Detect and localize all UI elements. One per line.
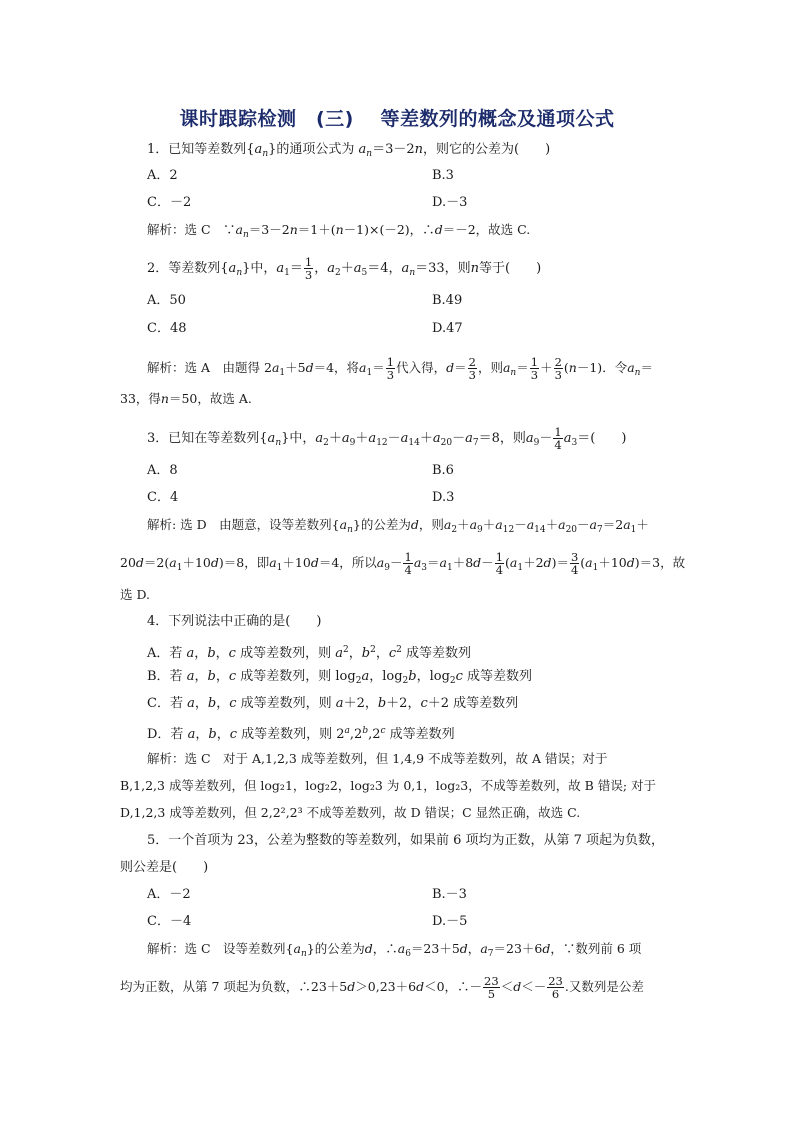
fraction: $\frac{3}{4}$ (570, 550, 579, 577)
q2-option-c: C．48 (147, 321, 187, 336)
q1-option-b: B.3 (432, 168, 454, 183)
q1-option-c: C．－2 (147, 195, 192, 210)
q4-option-d: D．若 a，b，c 成等差数列，则 2$^a$,2$^b$,2$^c$ 成等差数列 (147, 726, 455, 742)
q2-option-b: B.49 (432, 293, 463, 308)
q2-solution-line2: 33，得n＝50，故选 A. (120, 391, 252, 406)
q5-option-b: B.－3 (432, 887, 467, 902)
question-5-stem-line2: 则公差是( ) (120, 860, 209, 875)
question-5-stem-line1: 5．一个首项为 23，公差为整数的等差数列，如果前 6 项均为正数，从第 7 项起为负数， (147, 833, 665, 848)
q4-option-b: B．若 a，b，c 成等差数列，则 $\log_2a$，$\log_2b$，$\log_2c$ 成等差数列 (147, 669, 533, 686)
q5-solution-line1: 解析：选 C 设等差数列$\{a_n\}$的公差为d，$\therefore a_6=23+5d$，$a_7=23+6d$，∵数列前 6 项 (147, 941, 642, 959)
q4-option-a: A．若 a，b，c 成等差数列，则 $a^2$，$b^2$，$c^2$ 成等差数列 (147, 645, 471, 661)
q3-solution-line1: 解析: 选 D 由题意，设等差数列$\{a_n\}$的公差为d，则$a_2+a_9+a_{12}-a_{14}+a_{20}-a_7=2a_1+$ (147, 517, 649, 535)
q5-option-c: C．－4 (147, 914, 192, 929)
question-2-stem: 2．等差数列$\{a_n\}$中，$a_1=$ $\frac{1}{3}$ ，$a_2+a_5=4$，$a_n=33$，则n等于( ) (147, 255, 542, 282)
q2-solution-line1: 解析：选 A 由题得 $2a_1+5d=4$，将$a_1=$ $\frac{1}{3}$ 代入得，d＝ $\frac{2}{3}$ ，则$a_n=$ $\frac{1}{3}$ ＋ $\frac{2}{3}$ (n－1)．令$a_n=$ (147, 355, 653, 382)
fraction: $\frac{1}{3}$ (304, 255, 313, 282)
page-title: 课时跟踪检测 (三) 等差数列的概念及通项公式 (179, 108, 615, 130)
q3-solution-line3: 选 D. (120, 587, 151, 602)
q2-option-d: D.47 (432, 321, 463, 336)
fraction: $\frac{1}{3}$ (386, 355, 395, 382)
q4-solution-line3: D,1,2,3 成等差数列，但 2,2²,2³ 不成等差数列，故 D 错误；C 显然正确，故选 C. (120, 805, 581, 820)
q3-solution-line2: $20d=2(a_1+10d)=8$，即$a_1+10d=4$，所以$a_9-$ $\frac{1}{4}$ $a_3=a_1+8d-$ $\frac{1}{4}$ $(a_1+2d)=$ $\frac{3}{4}$ $(a_1+10d)=3$，故 (120, 550, 686, 577)
q4-solution-line1: 解析：选 C 对于 A,1,2,3 成等差数列，但 1,4,9 不成等差数列，故 A 错误；对于 (147, 751, 608, 766)
q2-option-a: A．50 (147, 293, 186, 308)
fraction: $\frac{23}{6}$ (548, 974, 563, 1001)
q1-option-d: D.－3 (432, 195, 468, 210)
q5-option-d: D.－5 (432, 914, 468, 929)
fraction: $\frac{1}{4}$ (495, 550, 504, 577)
q3-option-d: D.3 (432, 490, 455, 505)
q5-option-a: A．－2 (147, 887, 191, 902)
q3-option-c: C．4 (147, 490, 179, 505)
q3-option-b: B.6 (432, 463, 454, 478)
fraction: $\frac{1}{3}$ (530, 355, 539, 382)
q5-solution-line2: 均为正数，从第 7 项起为负数，∴23＋5d＞0,23＋6d＜0，∴－ $\frac{23}{5}$ ＜d＜－ $\frac{23}{6}$ .又数列是公差 (120, 974, 644, 1001)
fraction: $\frac{2}{3}$ (468, 355, 476, 382)
question-1-stem: 1．已知等差数列$\{a_n\}$的通项公式为 $a_n=3-2n$，则它的公差为( ) (147, 142, 551, 159)
q4-option-c: C．若 a，b，c 成等差数列，则 a＋2，b＋2，c＋2 成等差数列 (147, 696, 519, 711)
q4-solution-line2: B,1,2,3 成等差数列，但 log₂1，log₂2，log₂3 为 0,1，log₂3，不成等差数列，故 B 错误; 对于 (120, 778, 657, 793)
fraction: $\frac{23}{5}$ (484, 974, 499, 1001)
question-3-stem: 3．已知在等差数列$\{a_n\}$中，$a_2+a_9+a_{12}-a_{14}+a_{20}-a_7=8$，则$a_9-$ $\frac{1}{4}$ $a_3=$( ) (147, 425, 627, 452)
fraction: $\frac{2}{3}$ (554, 355, 562, 382)
q3-option-a: A．8 (147, 463, 178, 478)
fraction: $\frac{1}{4}$ (404, 550, 412, 577)
q1-solution: 解析：选 C $\because a_n=3-2n=1+(n-1)\times(-2)$，∴d＝－2，故选 C. (147, 222, 531, 240)
question-4-stem: 4．下列说法中正确的是( ) (147, 614, 322, 629)
q1-option-a: A．2 (147, 168, 178, 183)
fraction: $\frac{1}{4}$ (554, 425, 562, 452)
